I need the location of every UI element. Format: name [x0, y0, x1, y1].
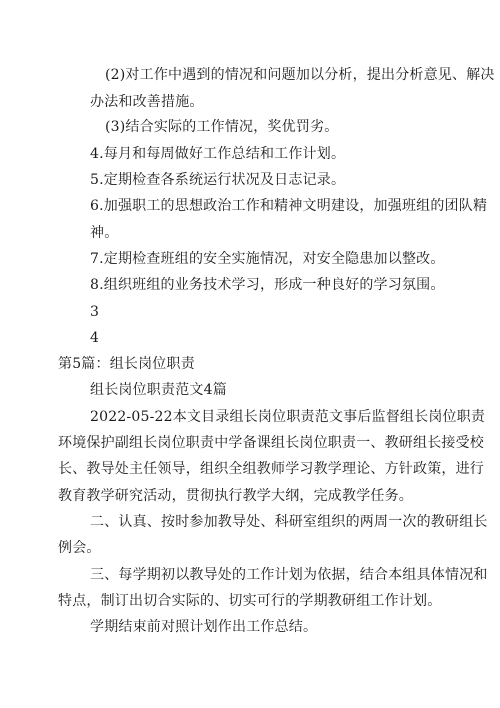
document-subtitle: 组长岗位职责范文4篇 — [90, 382, 227, 398]
text-line: 6.加强职工的思想政治工作和精神文明建设，加强班组的团队精 — [90, 198, 488, 214]
text-line: 学期结束前对照计划作出工作总结。 — [90, 619, 318, 635]
text-line: 4.每月和每周做好工作总结和工作计划。 — [90, 146, 346, 162]
text-line: (3)结合实际的工作情况，奖优罚劣。 — [105, 119, 339, 135]
text-line: 特点，制订出切合实际的、切实可行的学期教研组工作计划。 — [58, 593, 442, 609]
text-line: 办法和改善措施。 — [90, 94, 204, 110]
text-line: 2022-05-22本文目录组长岗位职责范文事后监督组长岗位职责 — [90, 409, 486, 425]
text-line: 神。 — [90, 225, 119, 241]
text-line: (2)对工作中遇到的情况和问题加以分析，提出分析意见、解决 — [105, 67, 495, 83]
text-line: 8.组织班组的业务技术学习，形成一种良好的学习氛围。 — [90, 277, 445, 293]
text-line: 三、每学期初以教导处的工作计划为依据，结合本组具体情况和 — [90, 567, 488, 583]
page-number: 4 — [90, 330, 100, 346]
text-line: 教育教学研究活动，贯彻执行教学大纲，完成教学任务。 — [58, 488, 413, 504]
text-line: 长、教导处主任领导，组织全组教师学习教学理论、方针政策，进行 — [58, 461, 484, 477]
section-heading: 第5篇：组长岗位职责 — [58, 356, 195, 372]
text-line: 例会。 — [58, 540, 101, 556]
text-line: 二、认真、按时参加教导处、科研室组织的两周一次的教研组长 — [90, 514, 488, 530]
page-number: 3 — [90, 304, 100, 320]
text-line: 环境保护副组长岗位职责中学备课组长岗位职责一、教研组长接受校 — [58, 435, 484, 451]
text-line: 7.定期检查班组的安全实施情况，对安全隐患加以整改。 — [90, 251, 445, 267]
text-line: 5.定期检查各系统运行状况及日志记录。 — [90, 172, 346, 188]
